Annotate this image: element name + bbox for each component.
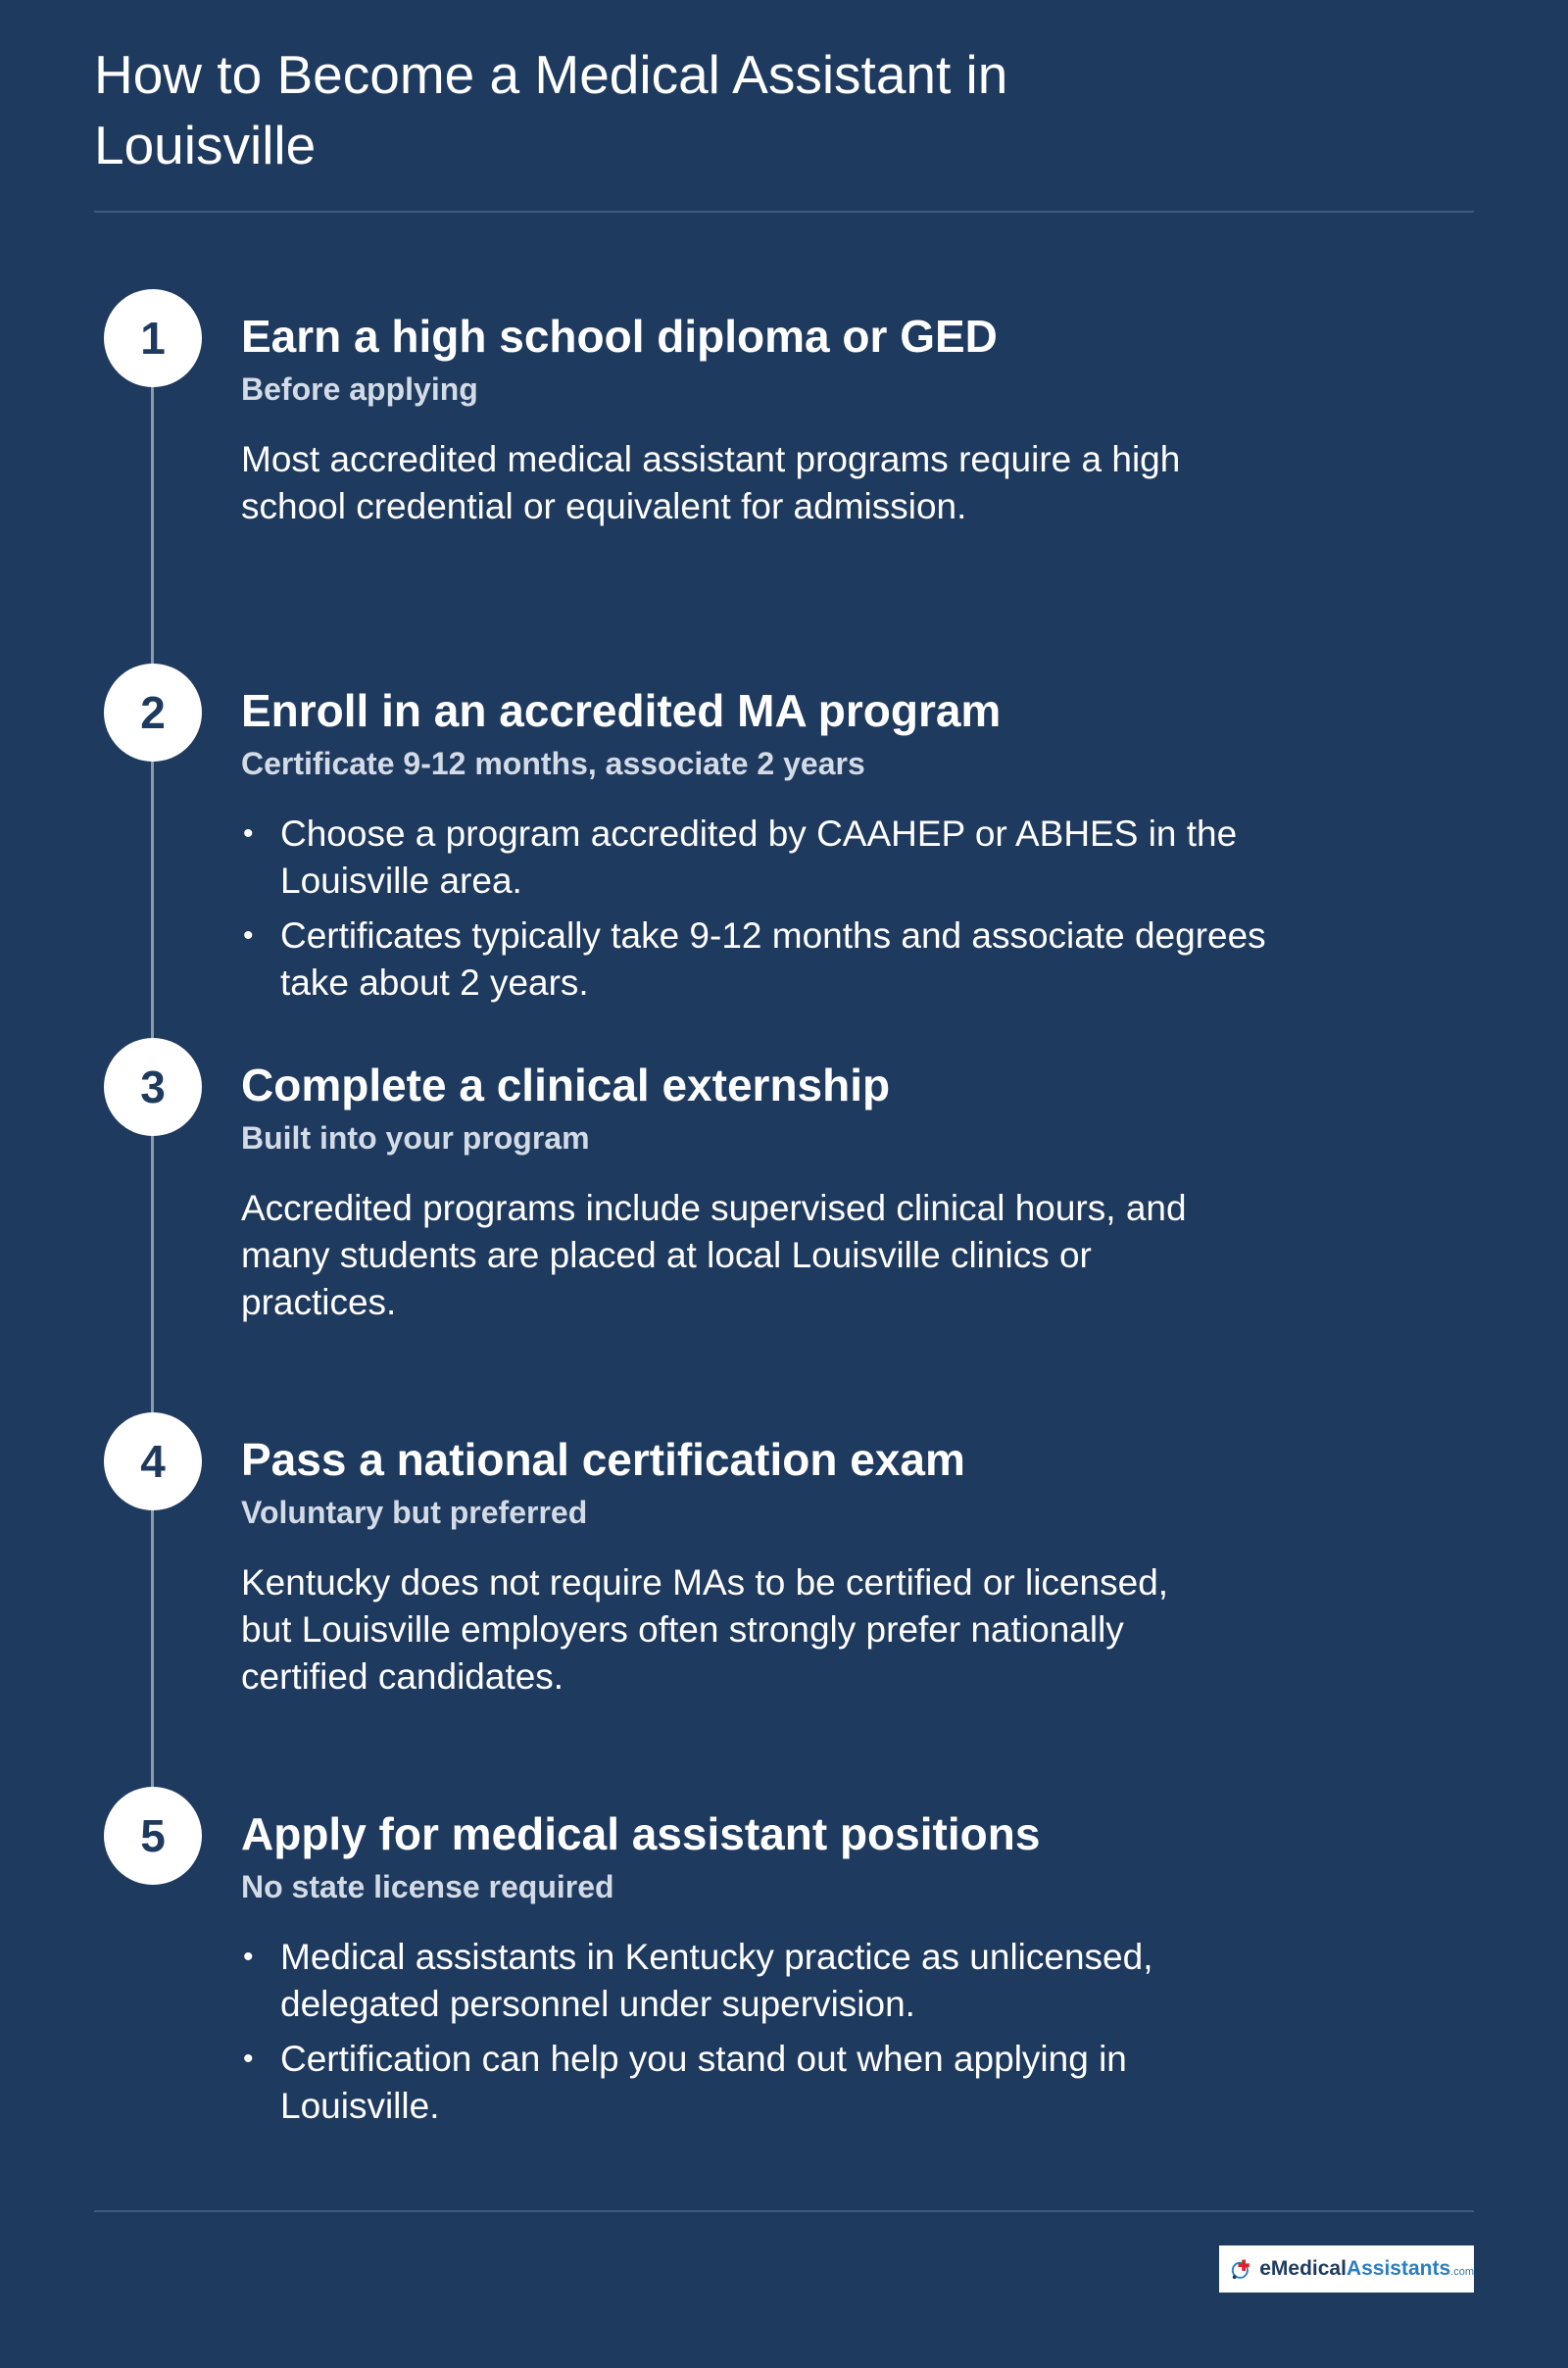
step-content [241, 1432, 1319, 1701]
step-description: Kentucky does not require MAs to be certified or licensed, but Louisville employers often strongly prefer nationally certified candidates. [241, 1562, 1169, 1697]
logo-text-main: eMedical [1259, 2257, 1347, 2280]
bullet-icon: • [243, 1941, 254, 1973]
bullet-text: Choose a program accredited by CAAHEP or ABHES in the Louisville area. [280, 814, 1238, 901]
bullet-item [241, 913, 1280, 1007]
step-title: Apply for medical assistant positions [241, 1808, 1041, 1859]
logo-text-accent: Assistants [1346, 2257, 1451, 2280]
step-description: Most accredited medical assistant programs require a high school credential or equivalent for admission. [241, 439, 1181, 526]
step-subtitle: Voluntary but preferred [241, 1495, 588, 1530]
step-bullet-list [241, 1934, 1280, 2130]
step-subtitle: Built into your program [241, 1120, 590, 1156]
step-title: Pass a national certification exam [241, 1434, 965, 1485]
step-content [241, 683, 1319, 1014]
brand-logo-text [1259, 2257, 1474, 2281]
step-title: Earn a high school diploma or GED [241, 311, 998, 362]
step-title: Complete a clinical externship [241, 1060, 891, 1110]
bottom-divider [94, 2210, 1474, 2212]
medical-cross-icon [1229, 2249, 1253, 2289]
step-content [241, 309, 1319, 530]
step-number-badge: 1 [104, 289, 202, 387]
step-content [241, 1806, 1319, 2138]
page-title: How to Become a Medical Assistant in Louisville [94, 44, 1008, 175]
bullet-icon: • [243, 919, 254, 952]
bullet-item [241, 811, 1280, 905]
logo-text-suffix: .com [1450, 2266, 1474, 2278]
bullet-item [241, 2036, 1280, 2130]
step-number-badge: 4 [104, 1412, 202, 1510]
step-bullet-list [241, 811, 1280, 1007]
step-content [241, 1058, 1319, 1326]
bullet-text: Medical assistants in Kentucky practice as unlicensed, delegated personnel under supervision. [280, 1937, 1153, 2024]
step-subtitle: Certificate 9-12 months, associate 2 years [241, 746, 865, 781]
step-subtitle: Before applying [241, 371, 478, 407]
step-subtitle: No state license required [241, 1869, 614, 1904]
page [94, 0, 1474, 2368]
step-number-badge: 3 [104, 1038, 202, 1136]
bullet-icon: • [243, 817, 254, 850]
brand-logo[interactable] [1219, 2245, 1474, 2293]
top-divider [94, 211, 1474, 213]
step-title: Enroll in an accredited MA program [241, 685, 1002, 736]
step-description: Accredited programs include supervised clinical hours, and many students are placed at local Louisville clinics or practices. [241, 1188, 1187, 1322]
step-number-badge: 2 [104, 664, 202, 762]
bullet-text: Certificates typically take 9-12 months and associate degrees take about 2 years. [280, 915, 1266, 1003]
bullet-item [241, 1934, 1280, 2028]
bullet-icon: • [243, 2043, 254, 2075]
bullet-text: Certification can help you stand out when applying in Louisville. [280, 2039, 1127, 2126]
step-number-badge: 5 [104, 1787, 202, 1885]
